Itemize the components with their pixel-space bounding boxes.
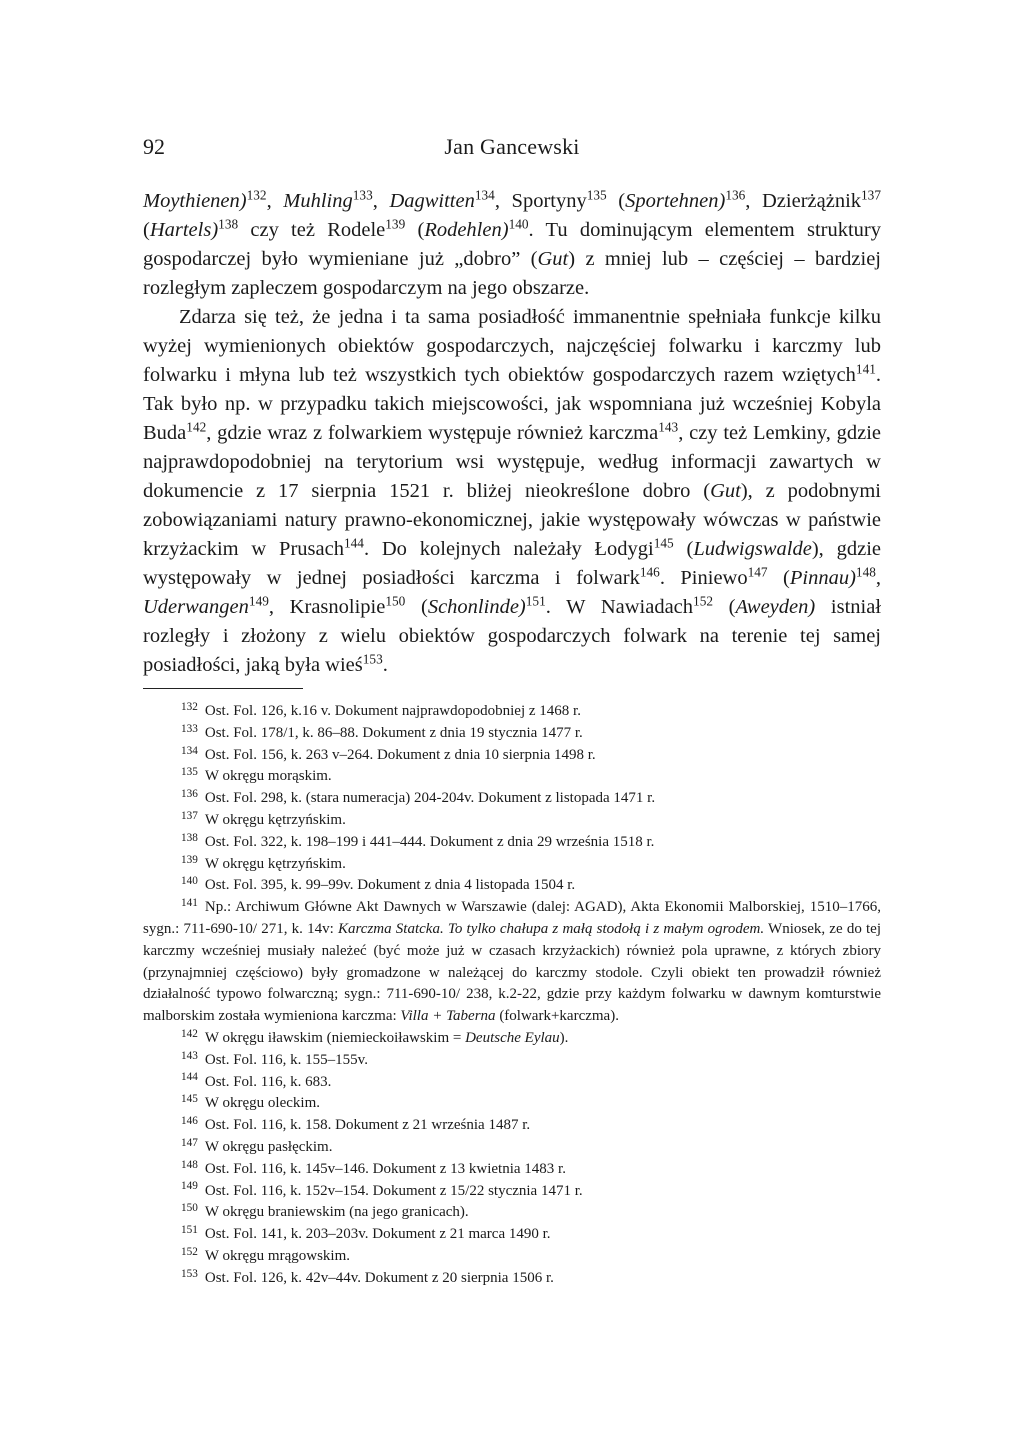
footnote-ref[interactable]: 140 — [508, 216, 529, 232]
text-run: Dagwitten — [389, 190, 475, 212]
footnote-143 — [143, 1050, 881, 1072]
footnote-ref[interactable]: 144 — [343, 535, 364, 551]
footnote-text: Ost. Fol. 126, k. 42v–44v. Dokument z 20 sierpnia 1506 r. — [204, 1269, 554, 1286]
footnote-text: Ost. Fol. 116, k. 152v–154. Dokument z 15/22 stycznia 1471 r. — [204, 1182, 583, 1199]
footnote-text: Wniosek, ze do tej karczmy wcześniej musiały należeć (być może już w czasach krzyżackich) również pola uprawne, z których zbiory (przynajmniej częściowo) były gromadzone w należącej do karczmy stodole. Czyli obiekt ten prowadził również działalność typowo folwarczną; sygn.: 711-690-10/ 238, k.2-22, gdzie przy każdym folwarku w dawnym komturstwie malborskim została wymieniona karczma: — [143, 920, 882, 1025]
footnotes — [143, 701, 881, 1290]
text-run: , Sportyny — [494, 190, 587, 212]
footnote-number: 132 — [181, 700, 198, 713]
footnote-number: 151 — [181, 1224, 198, 1237]
page-number: 92 — [143, 134, 165, 159]
footnote-number: 141 — [181, 897, 198, 910]
text-run: . — [382, 654, 388, 676]
footnote-number: 139 — [181, 853, 198, 866]
text-run: , — [875, 567, 881, 589]
text-run: ) z mniej lub – częściej – bardziej rozległym zapleczem gospodarczym na jego obszarze. — [143, 248, 881, 299]
footnote-ref[interactable]: 142 — [186, 419, 207, 435]
footnote-136 — [143, 788, 881, 810]
footnote-number: 144 — [181, 1071, 198, 1084]
footnote-number: 149 — [181, 1180, 198, 1193]
paragraph-2 — [143, 303, 881, 680]
footnote-text: W okręgu morąskim. — [204, 768, 332, 785]
footnote-ref[interactable]: 150 — [385, 593, 406, 609]
text-run: . Tu dominującym elementem struktury gospodarczej było wymieniane już „dobro” ( — [143, 219, 881, 270]
text-run: , — [372, 190, 390, 212]
text-run: , Krasnolipie — [268, 596, 386, 618]
text-run: ( — [143, 219, 150, 241]
footnote-ref[interactable]: 134 — [474, 187, 495, 203]
footnote-ref[interactable]: 149 — [248, 593, 269, 609]
text-run: , — [266, 190, 284, 212]
footnote-number: 143 — [181, 1049, 198, 1062]
footnote-text: ). — [559, 1029, 569, 1046]
footnote-ref[interactable]: 148 — [855, 564, 876, 580]
footnote-132 — [143, 701, 881, 723]
footnote-text: W okręgu mrągowskim. — [204, 1247, 350, 1264]
footnote-text: Ost. Fol. 322, k. 198–199 i 441–444. Dokument z dnia 29 września 1518 r. — [204, 833, 655, 850]
footnote-text: Ost. Fol. 156, k. 263 v–264. Dokument z dnia 10 sierpnia 1498 r. — [204, 746, 596, 763]
footnote-text-italic: Villa + Taberna — [400, 1008, 496, 1025]
text-run: . W Nawiadach — [545, 596, 694, 618]
footnote-text: W okręgu kętrzyńskim. — [204, 855, 346, 872]
footnote-ref[interactable]: 151 — [525, 593, 546, 609]
footnote-142 — [143, 1028, 881, 1050]
footnote-ref[interactable]: 133 — [352, 187, 373, 203]
text-run: Gut — [710, 480, 741, 502]
text-run: ( — [405, 219, 425, 241]
footnote-text: Ost. Fol. 141, k. 203–203v. Dokument z 21 marca 1490 r. — [204, 1226, 551, 1243]
footnote-text: Np.: Archiwum Główne Akt Dawnych w Warszawie (dalej: AGAD), Akta Ekonomii Malborskiej, 1510–1766, sygn.: 711-690-10/ 271, k. 14v: — [143, 899, 881, 937]
text-run: . Do kolejnych należały Łodygi — [363, 538, 654, 560]
text-run: Muhling — [283, 190, 353, 212]
footnote-152 — [143, 1246, 881, 1268]
text-run: , czy też Lemkiny, gdzie najprawdopodobniej na terytorium wsi występuje, według informacji zawartych w dokumencie z 17 sierpnia 1521 r. bliżej nieokreślone dobro ( — [143, 422, 881, 502]
footnote-134 — [143, 745, 881, 767]
footnote-text: W okręgu pasłęckim. — [204, 1138, 333, 1155]
text-run: ( — [606, 190, 626, 212]
footnote-140 — [143, 875, 881, 897]
footnote-ref[interactable]: 135 — [586, 187, 607, 203]
footnote-ref[interactable]: 146 — [639, 564, 660, 580]
footnote-ref[interactable]: 137 — [861, 187, 881, 203]
main-text — [143, 187, 881, 680]
footnote-133 — [143, 723, 881, 745]
text-run: Ludwigswalde — [693, 538, 812, 560]
footnote-number: 140 — [181, 875, 198, 888]
footnote-text-italic: Karczma Statcka. To tylko chałupa z małą stodołą i z małym ogrodem. — [338, 920, 765, 937]
text-run: ), z podobnymi zobowiązaniami natury prawno-ekonomicznej, jakie występowały wówczas w państwie krzyżackim w Prusach — [143, 480, 881, 560]
footnote-text: W okręgu oleckim. — [204, 1095, 320, 1112]
text-run: Hartels) — [149, 219, 219, 241]
text-run: ( — [673, 538, 694, 560]
footnote-text: W okręgu iławskim (niemieckoiławskim = — [204, 1029, 466, 1046]
text-run: , gdzie wraz z folwarkiem występuje również karczma — [206, 422, 659, 444]
text-run: Moythienen) — [143, 190, 247, 212]
footnote-ref[interactable]: 141 — [855, 361, 876, 377]
text-run: Sportehnen) — [625, 190, 726, 212]
footnote-138 — [143, 832, 881, 854]
footnote-148 — [143, 1159, 881, 1181]
footnote-number: 133 — [181, 722, 198, 735]
footnote-text: Ost. Fol. 395, k. 99–99v. Dokument z dnia 4 listopada 1504 r. — [204, 877, 576, 894]
footnote-144 — [143, 1072, 881, 1094]
footnote-number: 146 — [181, 1115, 198, 1128]
footnote-separator — [143, 688, 303, 689]
footnote-number: 153 — [181, 1267, 198, 1280]
footnote-number: 135 — [181, 766, 198, 779]
text-run: istniał rozległy i złożony z wielu obiektów gospodarczych folwark na terenie tej samej posiadłości, jaką była wieś — [143, 596, 882, 676]
footnote-139 — [143, 854, 881, 876]
text-run: Schonlinde) — [427, 596, 526, 618]
text-run: . Piniewo — [659, 567, 748, 589]
text-run: Rodehlen) — [424, 219, 509, 241]
footnote-text: Ost. Fol. 116, k. 683. — [204, 1073, 332, 1090]
footnote-ref[interactable]: 153 — [362, 651, 383, 667]
footnote-number: 150 — [181, 1202, 198, 1215]
footnote-135 — [143, 766, 881, 788]
footnote-150 — [143, 1202, 881, 1224]
footnote-ref[interactable]: 139 — [385, 216, 406, 232]
footnote-147 — [143, 1137, 881, 1159]
text-run: Uderwangen — [143, 596, 249, 618]
text-run: ( — [405, 596, 428, 618]
footnote-number: 147 — [181, 1136, 198, 1149]
footnote-text: Ost. Fol. 126, k.16 v. Dokument najprawdopodobniej z 1468 r. — [204, 703, 581, 719]
text-run: Gut — [537, 248, 569, 270]
footnote-text: (folwark+karczma). — [495, 1008, 619, 1025]
footnote-number: 148 — [181, 1158, 198, 1171]
footnote-number: 145 — [181, 1093, 198, 1106]
footnote-number: 152 — [181, 1245, 198, 1258]
text-run: ), gdzie występowały w jednej posiadłości karczma i folwark — [143, 538, 881, 589]
footnote-ref[interactable]: 138 — [218, 216, 239, 232]
footnote-ref[interactable]: 145 — [653, 535, 674, 551]
footnote-number: 134 — [181, 744, 198, 757]
footnote-text: W okręgu braniewskim (na jego granicach). — [204, 1204, 469, 1221]
footnote-ref[interactable]: 132 — [246, 187, 267, 203]
footnote-151 — [143, 1224, 881, 1246]
text-run: . Tak było np. w przypadku takich miejscowości, jak wspomniana już wcześniej Kobyla Buda — [143, 364, 881, 444]
text-run: czy też Rodele — [238, 219, 386, 241]
running-header — [143, 134, 881, 164]
footnote-146 — [143, 1115, 881, 1137]
paragraph-1 — [143, 187, 881, 303]
footnote-number: 138 — [181, 831, 198, 844]
footnote-ref[interactable]: 143 — [658, 419, 679, 435]
footnote-text: Ost. Fol. 116, k. 145v–146. Dokument z 13 kwietnia 1483 r. — [204, 1160, 566, 1177]
footnote-ref[interactable]: 136 — [725, 187, 746, 203]
footnote-text: Ost. Fol. 116, k. 155–155v. — [204, 1051, 368, 1068]
footnote-137 — [143, 810, 881, 832]
footnote-ref[interactable]: 147 — [747, 564, 768, 580]
footnote-number: 137 — [181, 809, 198, 822]
footnote-145 — [143, 1093, 881, 1115]
footnote-153 — [143, 1268, 881, 1290]
footnote-text: Ost. Fol. 298, k. (stara numeracja) 204-204v. Dokument z listopada 1471 r. — [204, 790, 656, 807]
running-head-author: Jan Gancewski — [444, 134, 580, 159]
footnote-number: 136 — [181, 788, 198, 801]
footnote-text: W okręgu kętrzyńskim. — [204, 811, 346, 828]
footnote-text: Ost. Fol. 178/1, k. 86–88. Dokument z dnia 19 stycznia 1477 r. — [204, 724, 583, 741]
footnote-text-italic: Deutsche Eylau — [465, 1029, 560, 1046]
text-run: ( — [713, 596, 736, 618]
footnote-ref[interactable]: 152 — [693, 593, 713, 609]
text-run: Zdarza się też, że jedna i ta sama posiadłość immanentnie spełniała funkcje kilku wyżej wymienionych obiektów gospodarczych, najczęściej folwarku i karczmy lub folwarku i młyna lub też wszystkich tych obiektów gospodarczych razem wziętych — [143, 306, 881, 386]
text-run: , Dzierżążnik — [745, 190, 862, 212]
footnote-text: Ost. Fol. 116, k. 158. Dokument z 21 września 1487 r. — [204, 1117, 531, 1134]
footnote-149 — [143, 1181, 881, 1203]
text-run: Aweyden) — [735, 596, 816, 618]
text-run: ( — [767, 567, 790, 589]
footnote-number: 142 — [181, 1027, 198, 1040]
footnote-141 — [143, 897, 881, 1028]
text-run: Pinnau) — [789, 567, 856, 589]
